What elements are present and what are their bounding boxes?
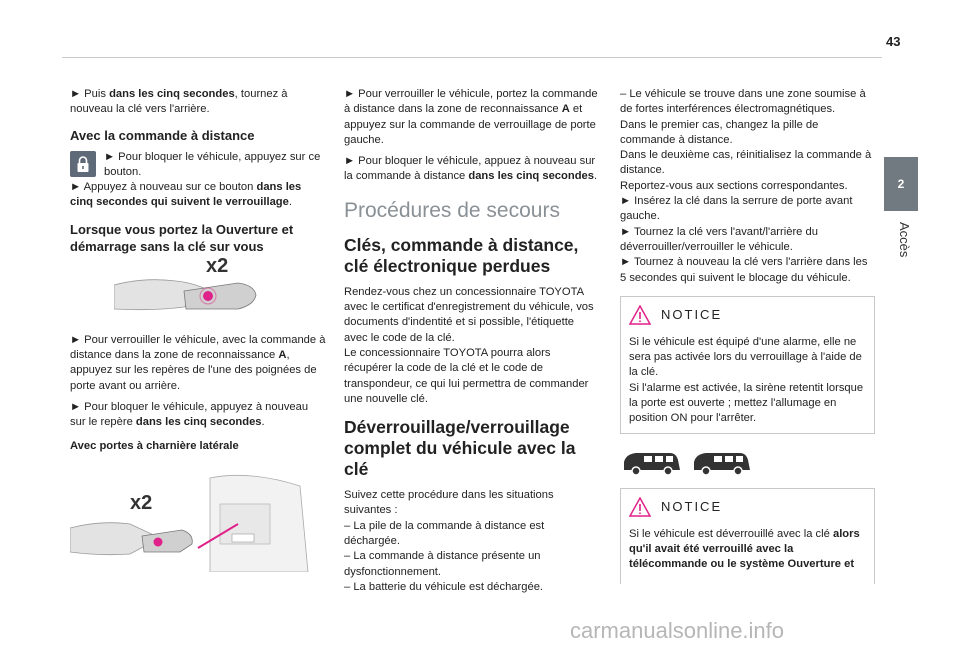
padlock-icon [70,151,96,177]
van-icon [692,450,752,476]
warning-icon [629,305,651,325]
paragraph: Rendez-vous chez un concessionnaire TOYOTA avec le certificat d'enregistrement du véhicule, vos documents d'indentité et si possible, l'étiquette avec le code de la clé. [344,285,594,344]
heading-side-doors: Avec portes à charnière latérale [70,439,239,452]
column-1 [70,87,326,572]
section-title: Procédures de secours [344,198,560,222]
heading-lost-keys: Clés, commande à distance, clé électronique perdues [344,234,579,276]
chapter-label: Accès [897,222,912,258]
notice-text: Si le véhicule est déverrouillé avec la clé alors qu'il avait été verrouillé avec la télécommande ou le système Ouverture et [629,527,860,571]
paragraph: ► Puis dans les cinq secondes, tournez à nouveau la clé vers l'arrière. [70,88,288,116]
paragraph: – Le véhicule se trouve dans une zone soumise à de fortes interférences électromagnétiques. [620,88,866,116]
page-number: 43 [886,34,901,49]
watermark-link[interactable]: carmanualsonline.info [570,618,785,643]
paragraph: Le concessionnaire TOYOTA pourra alors récupérer la code de la clé et le code de transpondeur, ce qui lui permettra de commander une nouvelle clé. [344,346,589,405]
paragraph: ► Tournez la clé vers l'avant/l'arrière du déverrouiller/verrouiller le véhicule. [620,225,818,253]
van-icon [622,450,682,476]
paragraph: Suivez cette procédure dans les situations suivantes : [344,489,554,517]
paragraph: ► Insérez la clé dans la serrure de porte avant gauche. [620,195,853,223]
list-item: – La commande à distance présente un dysfonctionnement. [344,550,541,578]
door-handle-illustration [114,254,264,325]
lock-instruction: ► Pour bloquer le véhicule, appuyez sur ce bouton. [70,150,326,181]
column-3 [620,87,875,584]
list-item: – La pile de la commande à distance est déchargée. [344,519,545,548]
paragraph: ► Pour bloquer le véhicule, appuyez à nouveau sur le repère dans les cinq secondes. [70,400,309,429]
paragraph: ► Pour bloquer le véhicule, appuez à nouveau sur la commande à distance dans les cinq secondes. [344,155,598,183]
paragraph: Dans le deuxième cas, réinitialisez la commande à distance. [620,149,872,177]
notice-title: NOTICE [661,498,723,514]
side-door-illustration [70,468,326,572]
press-twice-label: x2 [206,254,229,277]
list-item: – La batterie du véhicule est déchargée. [344,580,544,593]
heading-keyless: Lorsque vous portez la Ouverture et démarrage sans la clé sur vous [70,221,294,254]
top-divider [62,57,882,58]
chapter-tab[interactable]: 2 [884,157,918,211]
notice-text: Si l'alarme est activée, la sirène retentit lorsque la porte est ouverte ; mettez l'allumage en position ON pour l'arrêter. [629,381,864,425]
notice-box-unlock [620,488,875,584]
notice-text: Si le véhicule est équipé d'une alarme, elle ne sera pas activée lors du verrouillage à l'aide de la clé. [629,335,862,379]
notice-box-alarm [620,296,875,434]
heading-remote: Avec la commande à distance [70,127,255,143]
paragraph: ► Pour verrouiller le véhicule, avec la commande à distance dans la zone de reconnaissance A, appuyez sur les repères de l'une des poignées de porte avant ou arrière. [70,333,326,392]
warning-icon [629,497,651,517]
paragraph: Dans le premier cas, changez la pille de commande à distance. [620,118,819,146]
paragraph: Reportez-vous aux sections correspondantes. [620,179,848,192]
press-twice-label: x2 [130,491,153,514]
paragraph: ► Tournez à nouveau la clé vers l'arrière dans les 5 secondes qui suivent le blocage du véhicule. [620,256,868,284]
paragraph: ► Appuyez à nouveau sur ce bouton dans les cinq secondes qui suivent le verrouillage. [70,181,302,209]
notice-title: NOTICE [661,307,723,323]
column-2 [344,87,600,595]
paragraph: ► Pour verrouiller le véhicule, portez la commande à distance dans la zone de reconnaissance A et appuyez sur la commande de verrouillage de porte gauche. [344,88,598,146]
van-icons [620,450,875,476]
heading-unlock-key: Déverrouillage/verrouillage complet du véhicule avec la clé [344,417,576,480]
